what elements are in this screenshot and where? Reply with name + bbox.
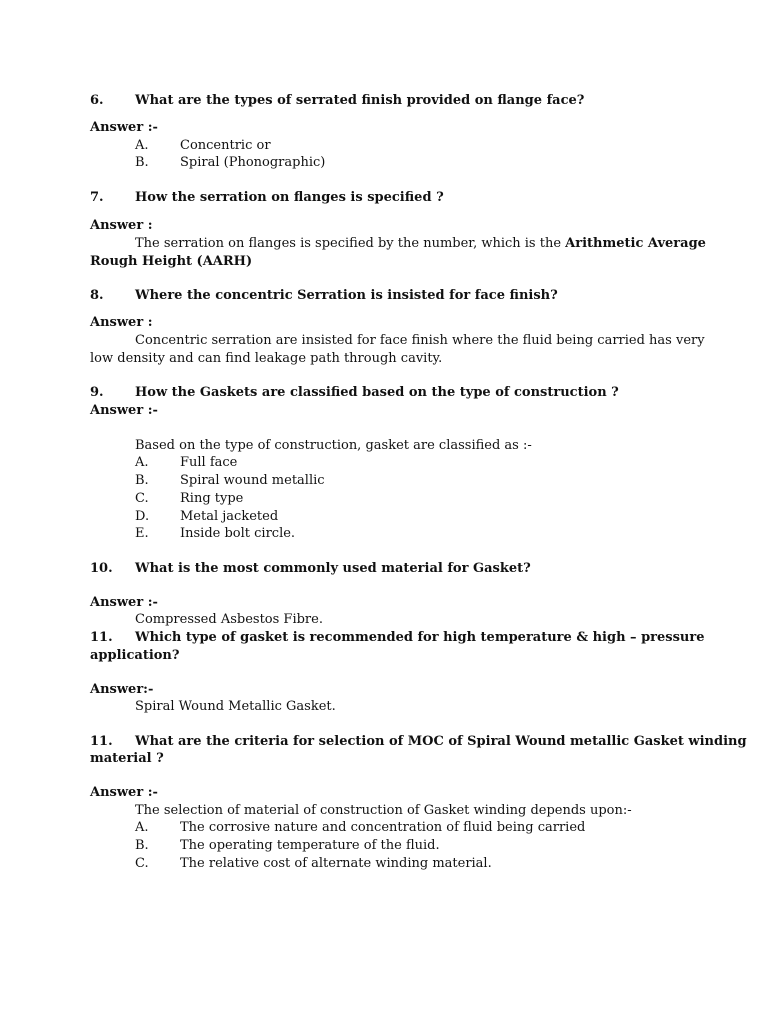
answer-label: Answer : — [90, 218, 153, 233]
list-letter: B. — [135, 155, 149, 170]
answer-text: Compressed Asbestos Fibre. — [135, 612, 323, 627]
list-item: Inside bolt circle. — [180, 526, 296, 541]
answer-paragraph-line — [135, 236, 706, 252]
list-item: The operating temperature of the fluid. — [180, 838, 440, 853]
question-text-line: Which type of gasket is recommended for high temperature & high – pressure — [135, 630, 705, 645]
question-text: What is the most commonly used material for Gasket? — [135, 561, 531, 576]
answer-text: Concentric serration are insisted for face finish where the fluid being carried has very — [135, 333, 705, 348]
answer-text: low density and can find leakage path through cavity. — [90, 351, 443, 366]
list-item: Spiral (Phonographic) — [180, 155, 326, 170]
question-text-line: material ? — [90, 751, 164, 766]
question-text-line: application? — [90, 648, 180, 663]
question-number: 7. — [90, 190, 104, 205]
list-item: Spiral wound metallic — [180, 473, 325, 488]
question-text: What are the types of serrated finish provided on flange face? — [135, 93, 585, 108]
list-item: Metal jacketed — [180, 509, 279, 524]
question-number: 11. — [90, 734, 113, 749]
list-item: Ring type — [180, 491, 244, 506]
list-item: Concentric or — [180, 138, 271, 153]
question-number: 8. — [90, 288, 104, 303]
answer-text: The serration on flanges is specified by the number, which is the — [135, 236, 562, 251]
list-letter: B. — [135, 473, 149, 488]
question-text-line: What are the criteria for selection of MOC of Spiral Wound metallic Gasket winding — [135, 734, 747, 749]
question-number: 10. — [90, 561, 113, 576]
list-item: The relative cost of alternate winding material. — [180, 856, 492, 871]
answer-label: Answer:- — [90, 682, 154, 697]
answer-emphasis: Rough Height (AARH) — [90, 254, 253, 269]
list-letter: E. — [135, 526, 149, 541]
list-letter: A. — [135, 820, 149, 835]
answer-label: Answer :- — [90, 595, 158, 610]
answer-intro: The selection of material of construction of Gasket winding depends upon:- — [135, 803, 632, 818]
list-letter: A. — [135, 138, 149, 153]
answer-text: Spiral Wound Metallic Gasket. — [135, 699, 336, 714]
list-letter: C. — [135, 856, 149, 871]
question-text — [135, 630, 705, 646]
question-text: How the Gaskets are classified based on the type of construction ? — [135, 385, 619, 400]
answer-intro: Based on the type of construction, gasket are classified as :- — [135, 438, 532, 453]
question-number: 6. — [90, 93, 104, 108]
list-letter: D. — [135, 509, 150, 524]
question-number: 11. — [90, 630, 113, 645]
list-item: Full face — [180, 455, 238, 470]
answer-label: Answer :- — [90, 403, 158, 418]
question-text: How the serration on flanges is specified ? — [135, 190, 444, 205]
list-item: The corrosive nature and concentration of fluid being carried — [180, 820, 586, 835]
list-letter: A. — [135, 455, 149, 470]
question-number: 9. — [90, 385, 104, 400]
list-letter: C. — [135, 491, 149, 506]
question-text — [135, 734, 747, 750]
answer-label: Answer :- — [90, 120, 158, 135]
question-text: Where the concentric Serration is insisted for face finish? — [135, 288, 558, 303]
answer-paragraph-line — [135, 333, 705, 349]
answer-emphasis: Arithmetic Average — [565, 236, 706, 251]
answer-label: Answer : — [90, 315, 153, 330]
answer-label: Answer :- — [90, 785, 158, 800]
list-letter: B. — [135, 838, 149, 853]
